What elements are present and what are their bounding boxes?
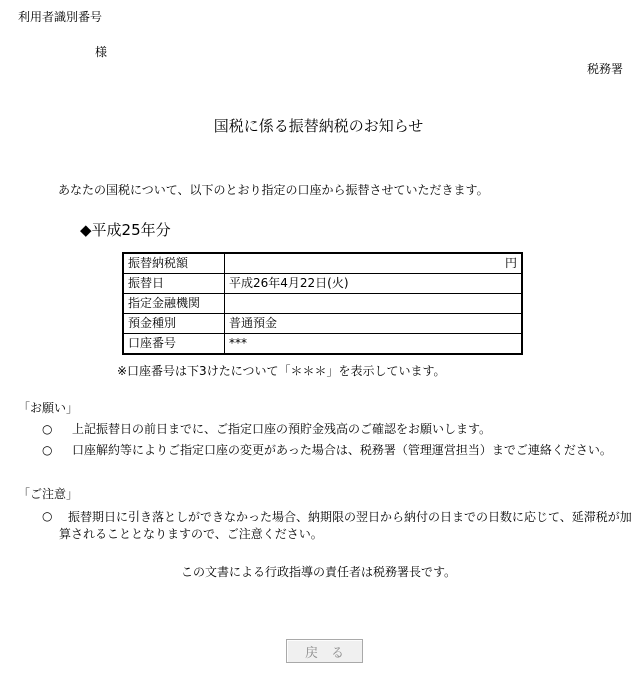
request-item-text: 上記振替日の前日までに、ご指定口座の預貯金残高のご確認をお願いします。 bbox=[72, 422, 492, 436]
row-label-date: 振替日 bbox=[123, 274, 225, 294]
row-label-account-type: 預金種別 bbox=[123, 314, 225, 334]
bullet-circle-icon: ○ bbox=[42, 422, 53, 436]
row-value-date: 平成26年4月22日(火) bbox=[225, 274, 523, 294]
table-row-bank bbox=[123, 294, 522, 314]
page-title: 国税に係る振替納税のお知らせ bbox=[213, 117, 424, 135]
row-value-account-type: 普通預金 bbox=[225, 314, 523, 334]
closing-note: この文書による行政指導の責任者は税務署長です。 bbox=[180, 565, 457, 579]
caution-section-heading: 「ご注意」 bbox=[18, 487, 79, 501]
row-label-account-number: 口座番号 bbox=[123, 334, 225, 355]
back-button[interactable]: 戻 る bbox=[286, 639, 363, 663]
account-table bbox=[122, 252, 523, 355]
tax-office-label: 税務署 bbox=[586, 62, 623, 76]
table-row-amount bbox=[123, 253, 522, 274]
bullet-circle-icon: ○ bbox=[42, 509, 53, 523]
request-item bbox=[42, 422, 491, 437]
user-id-label: 利用者識別番号 bbox=[18, 10, 103, 24]
table-row-date bbox=[123, 274, 522, 294]
caution-item bbox=[59, 509, 634, 543]
intro-text: あなたの国税について、以下のとおり指定の口座から振替させていただきます。 bbox=[58, 183, 489, 197]
table-row-account-type bbox=[123, 314, 522, 334]
table-row-account-number bbox=[123, 334, 522, 355]
row-label-bank: 指定金融機関 bbox=[123, 294, 225, 314]
row-value-amount: 円 bbox=[225, 253, 523, 274]
addressee-honorific: 様 bbox=[95, 45, 108, 59]
request-item bbox=[42, 443, 612, 458]
request-item-text: 口座解約等によりご指定口座の変更があった場合は、税務署（管理運営担当）までご連絡ください。 bbox=[72, 443, 612, 457]
caution-item-line2: 算されることとなりますので、ご注意ください。 bbox=[59, 527, 323, 541]
row-value-bank bbox=[225, 294, 523, 314]
year-heading: ◆平成25年分 bbox=[80, 221, 171, 239]
caution-item-line1: 振替期日に引き落としができなかった場合、納期限の翌日から納付の日までの日数に応じて、延滞税が加 bbox=[68, 510, 632, 524]
request-section-heading: 「お願い」 bbox=[18, 401, 79, 415]
row-label-amount: 振替納税額 bbox=[123, 253, 225, 274]
row-value-account-number: *** bbox=[225, 334, 523, 355]
bullet-circle-icon: ○ bbox=[42, 443, 53, 457]
account-number-note: ※口座番号は下3けたについて「＊＊＊」を表示しています。 bbox=[117, 364, 446, 378]
